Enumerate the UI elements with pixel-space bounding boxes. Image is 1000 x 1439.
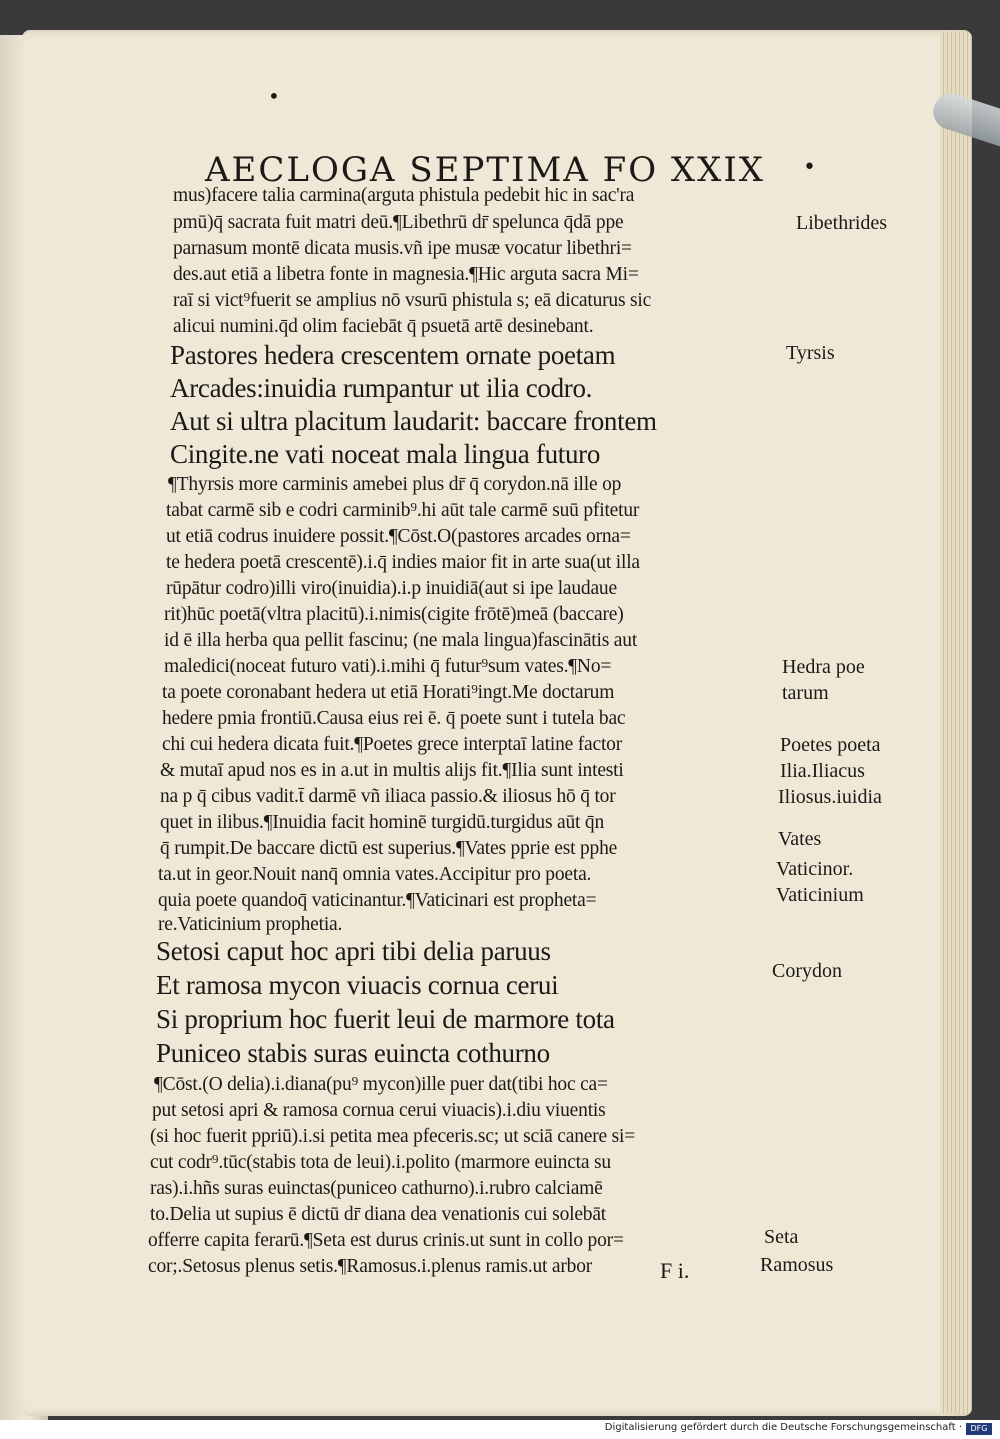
text-line: rit)hūc poetā(vltra placitū).i.nimis(cigite frōtē)meā (baccare) (164, 604, 624, 625)
text-line: quia poete quandoq̄ vaticinantur.¶Vaticinari est propheta= (158, 890, 597, 911)
text-line: alicui numini.q̄d olim faciebāt q̄ psuetā artē desinebant. (173, 316, 594, 337)
verse-line: Pastores hedera crescentem ornate poetam (170, 340, 616, 370)
text-line: put setosi apri & ramosa cornua cerui viuacis).i.diu viuentis (152, 1100, 606, 1121)
text-line: pmū)q̄ sacrata fuit matri deū.¶Libethrū dr̄ spelunca q̄dā ppe (173, 212, 624, 233)
verse-line: Cingite.ne vati noceat mala lingua futuro (170, 439, 601, 469)
text-line: des.aut etiā a libetra fonte in magnesia.¶Hic arguta sacra Mi= (173, 264, 639, 285)
verse-line: Puniceo stabis suras euincta cothurno (156, 1038, 550, 1068)
verse-line: Setosi caput hoc apri tibi delia paruus (156, 936, 551, 966)
signature-mark: F i. (660, 1258, 690, 1283)
verse-line: Si proprium hoc fuerit leui de marmore tota (156, 1004, 615, 1034)
text-line: tabat carmē sib e codri carminib⁹.hi aūt tale carmē suū pfitetur (166, 500, 640, 521)
text-line: chi cui hedera dicata fuit.¶Poetes grece interptaī latine factor (162, 734, 623, 755)
text-line: re.Vaticinium prophetia. (158, 914, 343, 935)
verse-line: Arcades:inuidia rumpantur ut ilia codro. (170, 373, 593, 403)
margin-note: Vaticinium (776, 884, 864, 906)
margin-note: Seta (764, 1226, 799, 1248)
text-line: ut etiā codrus inuidere possit.¶Cōst.O(pastores arcades orna= (166, 526, 631, 547)
verse-line: Et ramosa mycon viuacis cornua cerui (156, 970, 559, 1000)
text-line: ¶Cōst.(O delia).i.diana(pu⁹ mycon)ille puer dat(tibi hoc ca= (154, 1074, 608, 1095)
text-line: maledici(noceat futuro vati).i.mihi q̄ futur⁹sum vates.¶No= (164, 656, 612, 677)
text-line: ta.ut in geor.Nouit nanq̄ omnia vates.Accipitur pro poeta. (158, 864, 592, 885)
text-line: to.Delia ut supius ē dictū dr̄ diana dea venationis cui solebāt (150, 1204, 607, 1225)
margin-note: Hedra poe (782, 656, 865, 678)
margin-note: Libethrides (796, 212, 888, 234)
text-line: mus)facere talia carmina(arguta phistula pedebit hic in sac'ra (173, 185, 635, 206)
margin-note: Iliosus.iuidia (778, 786, 882, 808)
text-line: & mutaī apud nos es in a.ut in multis alijs fit.¶Ilia sunt intesti (160, 760, 624, 781)
text-line: ta poete coronabant hedera ut etiā Horati⁹ingt.Me doctarum (162, 682, 615, 703)
text-line: te hedera poetā crescentē).i.q̄ indies maior fit in arte sua(ut illa (166, 552, 640, 573)
text-line: quet in ilibus.¶Inuidia facit hominē turgidū.turgidus aūt q̄n (160, 812, 605, 833)
margin-note: Ilia.Iliacus (780, 760, 865, 782)
text-line: q̄ rumpit.De baccare dictū est superius.¶Vates pprie est pphe (160, 838, 618, 859)
text-line: hedere pmia frontiū.Causa eius rei ē. q̄ poete sunt i tutela bac (162, 708, 626, 729)
text-line: offerre capita ferarū.¶Seta est durus crinis.ut sunt in collo por= (148, 1230, 624, 1251)
margin-note: tarum (782, 682, 829, 704)
text-line: id ē illa herba qua pellit fascinu; (ne mala lingua)fascinātis aut (164, 630, 638, 651)
margin-note: Vates (778, 828, 822, 850)
verse-line: Aut si ultra placitum laudarit: baccare frontem (170, 406, 657, 436)
funding-notice: Digitalisierung gefördert durch die Deutsche Forschungsgemeinschaft · (604, 1422, 962, 1433)
top-dot-mark: • (268, 84, 280, 108)
text-line: rūpātur codro)illi viro(inuidia).i.p inuidiā(aut si ipe laudaue (166, 578, 617, 599)
header-dot-mark: • (803, 155, 816, 180)
text-line: ras).i.hñs suras euinctas(puniceo cathurno).i.rubro calciamē (150, 1178, 603, 1199)
margin-note: Ramosus (760, 1254, 834, 1276)
running-title: AECLOGA SEPTIMA FO XXIX (205, 150, 765, 190)
margin-note: Tyrsis (786, 342, 835, 364)
margin-note: Corydon (772, 960, 842, 982)
text-line: ¶Thyrsis more carminis amebei plus dr̄ q̄ corydon.nā ille op (168, 474, 622, 495)
text-line: na p q̄ cibus vadit.t̄ darmē vñ iliaca passio.& iliosus hō q̄ tor (160, 786, 616, 807)
margin-note: Vaticinor. (776, 858, 854, 880)
text-line: cor;.Setosus plenus setis.¶Ramosus.i.plenus ramis.ut arbor (148, 1256, 593, 1277)
dfg-logo: DFG (966, 1423, 992, 1435)
text-line: cut codr⁹.tūc(stabis tota de leui).i.polito (marmore euincta su (150, 1152, 611, 1173)
text-line: (si hoc fuerit ppriū).i.si petita mea pfeceris.sc; ut sciā canere si= (150, 1126, 636, 1147)
page-stack-edge (940, 32, 972, 1414)
margin-note: Poetes poeta (780, 734, 881, 756)
text-line: raī si vict⁹fuerit se amplius nō vsurū phistula s; eā dicaturus sic (173, 290, 652, 311)
text-line: parnasum montē dicata musis.vñ ipe musæ vocatur libethri= (173, 238, 632, 259)
